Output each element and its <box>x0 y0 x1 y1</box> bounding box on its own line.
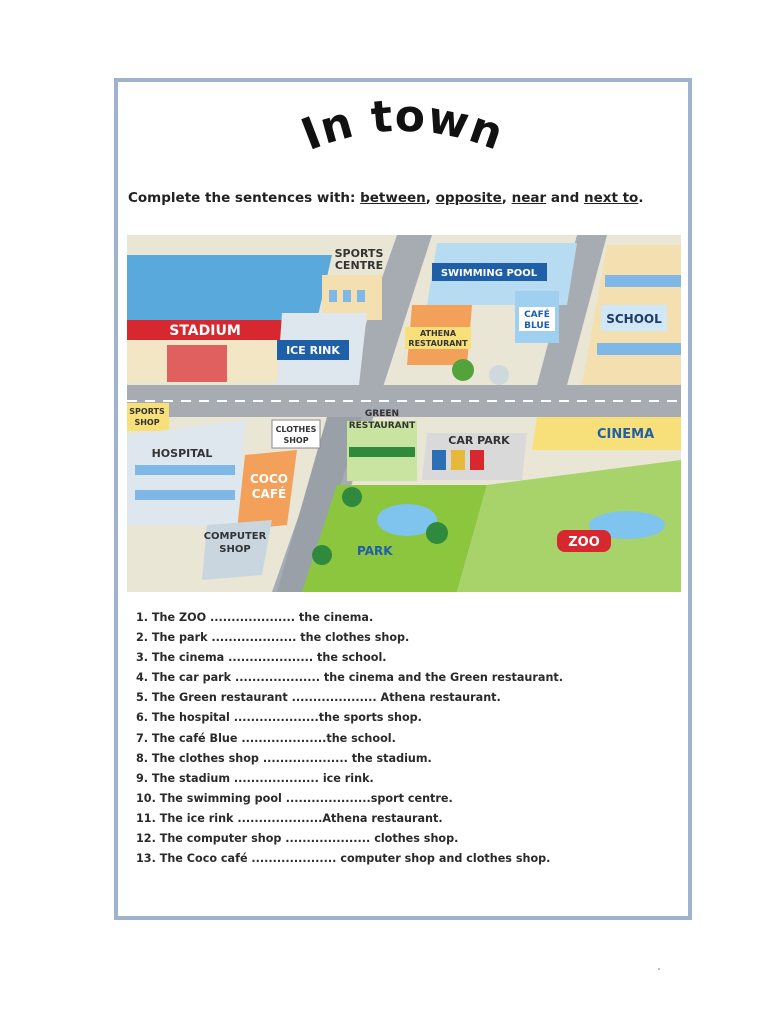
hospital-label: HOSPITAL <box>151 447 213 460</box>
keyword-between: between <box>360 190 426 206</box>
green-restaurant-label-1: GREEN <box>364 409 400 419</box>
sentence-13: 13. The Coco café .................... computer shop and clothes shop. <box>136 852 551 866</box>
sports-shop-label-2: SHOP <box>134 418 160 427</box>
zoo-label: ZOO <box>568 535 600 550</box>
green-restaurant-label-2: RESTAURANT <box>348 421 416 431</box>
title-text: In town <box>294 90 511 161</box>
sentence-12: 12. The computer shop .................... clothes shop. <box>136 832 459 846</box>
computer-shop-building <box>202 520 272 580</box>
sports-centre-label-2: CENTRE <box>334 259 384 272</box>
cafe-blue-label-2: BLUE <box>524 321 550 331</box>
stadium-label: STADIUM <box>169 323 241 339</box>
sports-shop-label-1: SPORTS <box>129 407 165 416</box>
sentence-2: 2. The park .................... the clothes shop. <box>136 631 410 645</box>
sentence-8: 8. The clothes shop .................... the stadium. <box>136 751 432 765</box>
sentence-9: 9. The stadium .................... ice rink. <box>136 771 374 785</box>
school-label: SCHOOL <box>606 312 662 326</box>
clothes-shop-label-1: CLOTHES <box>275 425 317 434</box>
instruction-separator: , <box>425 190 436 206</box>
sentence-7: 7. The café Blue ....................the school. <box>136 731 396 745</box>
sentence-list <box>136 608 684 869</box>
sentence-5: 5. The Green restaurant .................... Athena restaurant. <box>136 691 501 705</box>
cafe-blue-building <box>515 291 559 343</box>
ice-rink-label: ICE RINK <box>286 344 340 357</box>
instruction-prefix: Complete the sentences with: <box>128 190 361 206</box>
sports-shop-building <box>127 403 169 431</box>
computer-shop-label-1: COMPUTER <box>203 531 267 542</box>
sentence-6: 6. The hospital ....................the sports shop. <box>136 711 422 725</box>
sentence-10: 10. The swimming pool ....................sport centre. <box>136 791 453 805</box>
sentence-4: 4. The car park .................... the cinema and the Green restaurant. <box>136 671 564 685</box>
cinema-label: CINEMA <box>597 427 655 442</box>
keyword-opposite: opposite <box>435 190 502 206</box>
cinema-building <box>532 417 681 450</box>
car-park-area <box>422 433 527 480</box>
car-park-label: CAR PARK <box>448 434 510 447</box>
clothes-shop-building <box>272 420 320 448</box>
sentence-11: 11. The ice rink ....................Athena restaurant. <box>136 811 443 825</box>
cafe-blue-label-1: CAFÉ <box>524 310 550 320</box>
coco-cafe-label-1: COCO <box>249 472 289 486</box>
computer-shop-label-2: SHOP <box>219 544 251 555</box>
sentence-1: 1. The ZOO .................... the cinema. <box>136 611 374 624</box>
instruction-period: . <box>638 190 644 206</box>
ice-rink-building <box>277 313 367 385</box>
keyword-near: near <box>511 190 547 206</box>
clothes-shop-label-2: SHOP <box>283 436 309 445</box>
svg-text:In town <box>295 91 511 161</box>
keyword-next-to: next to <box>583 190 639 206</box>
park-label: PARK <box>357 544 393 558</box>
instruction <box>128 190 688 206</box>
worksheet <box>114 78 692 920</box>
sports-centre-label-1: SPORTS <box>334 247 384 260</box>
athena-label-1: ATHENA <box>419 329 457 338</box>
swimming-pool-label: SWIMMING POOL <box>440 268 538 279</box>
athena-label-2: RESTAURANT <box>408 339 468 348</box>
town-map-illustration <box>127 235 681 592</box>
instruction-separator: and <box>546 190 584 206</box>
sentence-3: 3. The cinema .................... the school. <box>136 651 387 665</box>
hospital-building <box>127 420 245 525</box>
instruction-separator: , <box>501 190 512 206</box>
coco-cafe-label-2: CAFÉ <box>251 487 287 501</box>
page-speck <box>658 968 660 970</box>
page-title <box>118 88 688 174</box>
